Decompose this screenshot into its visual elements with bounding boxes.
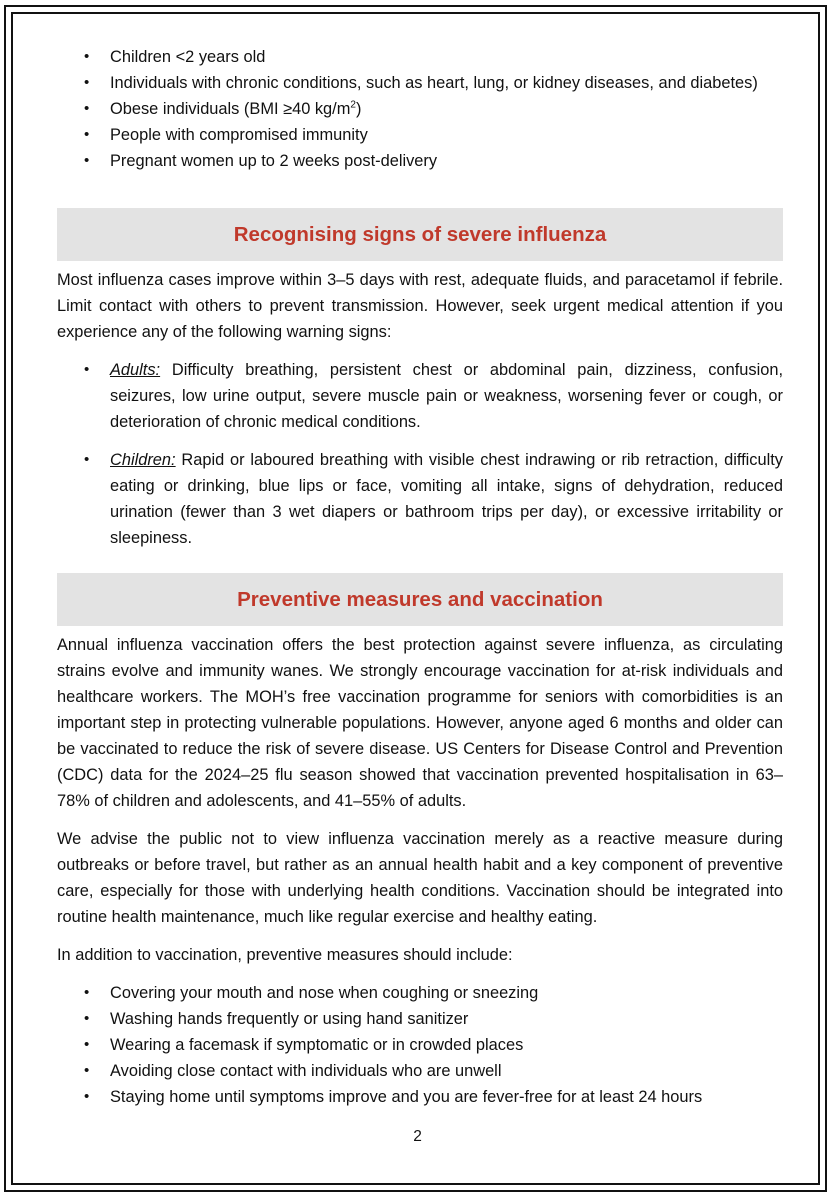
list-item-tail: ) [355,100,362,118]
severe-signs-intro: Most influenza cases improve within 3–5 days with rest, adequate fluids, and paracetamol if febrile. Limit contact with others to prevent transmission. However, seek urgent medical attention if you experience any of the following warning signs: [57,271,783,341]
adults-label: Adults: [110,361,161,379]
page-content [57,44,783,1110]
children-text: Rapid or laboured breathing with visible chest indrawing or rib retraction, difficulty eating or drinking, blue lips or face, vomiting all intake, signs of dehydration, reduced urination (fewer than 3 wet diapers or bathroom trips per day), or excessive irritability or sleepiness. [110,451,783,547]
list-item: • Individuals with chronic conditions, such as heart, lung, or kidney diseases, and diabetes) [57,70,783,96]
list-item-adults [57,357,783,435]
section-heading-severe-signs: Recognising signs of severe influenza [57,208,783,261]
list-item: • Covering your mouth and nose when coughing or sneezing [57,980,783,1006]
at-risk-list [57,44,783,174]
measures-intro: In addition to vaccination, preventive measures should include: [57,946,513,964]
advice-paragraph: We advise the public not to view influenza vaccination merely as a reactive measure during outbreaks or before travel, but rather as an annual health habit and a key component of preventive care, especially for those with underlying health conditions. Vaccination should be integrated into routine health maintenance, much like regular exercise and healthy eating. [57,830,783,926]
list-item [57,96,783,122]
page-number: 2 [413,1128,422,1145]
superscript: 2 [350,99,356,111]
list-item: • Children <2 years old [57,44,783,70]
list-item: • Avoiding close contact with individuals who are unwell [57,1058,783,1084]
vaccination-paragraph: Annual influenza vaccination offers the best protection against severe influenza, as circulating strains evolve and immunity wanes. We strongly encourage vaccination for at-risk individuals and healthcare workers. The MOH’s free vaccination programme for seniors with comorbidities is an important step in protecting vulnerable populations. However, anyone aged 6 months and older can be vaccinated to reduce the risk of severe disease. US Centers for Disease Control and Prevention (CDC) data for the 2024–25 flu season showed that vaccination prevented hospitalisation in 63–78% of children and adolescents, and 41–55% of adults. [57,636,783,810]
list-item-children [57,447,783,551]
list-item: • Washing hands frequently or using hand sanitizer [57,1006,783,1032]
warning-signs-list [57,357,783,551]
preventive-measures-list [57,980,783,1110]
list-item: • Wearing a facemask if symptomatic or in crowded places [57,1032,783,1058]
adults-text: Difficulty breathing, persistent chest or abdominal pain, dizziness, confusion, seizures, low urine output, severe muscle pain or weakness, worsening fever or cough, or deterioration of chronic medical conditions. [110,361,783,431]
list-item-text: Obese individuals (BMI ≥40 kg/m [110,100,351,118]
list-item: • Staying home until symptoms improve and you are fever-free for at least 24 hours [57,1084,783,1110]
section-heading-prevention: Preventive measures and vaccination [57,573,783,626]
children-label: Children: [110,451,176,469]
list-item: • People with compromised immunity [57,122,783,148]
list-item: • Pregnant women up to 2 weeks post-delivery [57,148,783,174]
